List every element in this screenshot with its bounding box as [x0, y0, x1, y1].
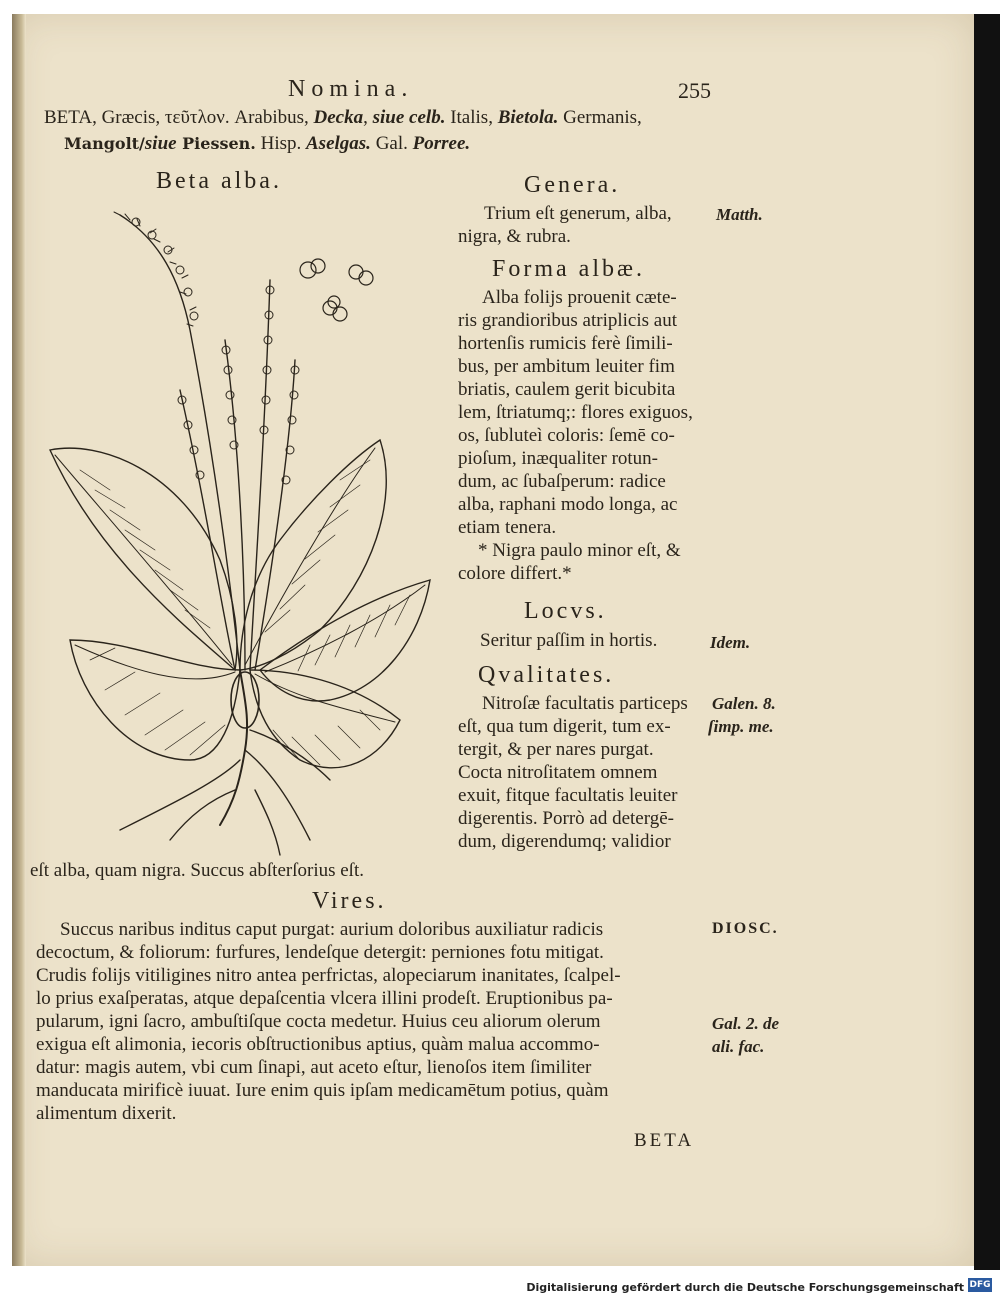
- locus-text: Seritur paſſim in hortis.: [480, 630, 658, 651]
- figure-caption: Beta alba.: [156, 168, 282, 194]
- vires-margin-note-1: DIOSC.: [712, 920, 779, 937]
- page-gutter: [12, 14, 26, 1266]
- vires-heading: Vires.: [312, 888, 387, 914]
- nomina-line-1: BETA, Græcis, τεῦτλον. Arabibus, Decka, siue celb. Italis, Bietola. Germanis,: [44, 107, 642, 128]
- forma-heading: Forma albæ.: [492, 256, 645, 282]
- dfg-logo: DFG: [969, 1280, 991, 1290]
- qualitates-margin-note-2: ſimp. me.: [708, 717, 774, 736]
- qualitates-text: Nitroſæ facultatis particeps eſt, qua tum digerit, tum ex- tergit, & per nares purgat. Cocta nitroſitatem omnem exuit, fitque facultatis leuiter digerentis. Porrò ad detergē- dum, digerendumq; validior: [458, 693, 688, 852]
- genera-heading: Genera.: [524, 172, 621, 198]
- vires-margin-note-2: Gal. 2. de: [712, 1014, 780, 1033]
- genera-margin-note: Matth.: [716, 205, 763, 224]
- scan-edge: [974, 14, 1000, 1270]
- catchword: BETA: [634, 1130, 695, 1151]
- dfg-credit-text: Digitalisierung gefördert durch die Deutsche Forschungsgemeinschaft: [526, 1281, 964, 1294]
- nomina-line-2: Mangolt/siue Piessen. Hisp. Aselgas. Gal. Porree.: [64, 133, 471, 154]
- vires-margin-note-3: ali. fac.: [712, 1037, 765, 1056]
- qualitates-margin-note-1: Galen. 8.: [712, 694, 776, 713]
- forma-text: Alba folijs prouenit cæte- ris grandioribus atriplicis aut hortenſis rumicis ferè ſimili- bus, per ambitum leuiter fim briatis, caulem gerit bicubita lem, ſtriatumq;: flores exiguos, os, ſubluteì coloris: ſemē co- pioſum, inæqualiter rotun- dum, ac ſubaſperum: radice alba, raphani modo longa, ac etiam tenera. * Nigra paulo minor eſt, & colore differt.*: [458, 287, 693, 584]
- vires-text: Succus naribus inditus caput purgat: aurium doloribus auxiliatur radicis decoctum, & foliorum: furfures, lendeſque detergit: perniones fotu mitigat. Crudis folijs vitiligines nitro antea perfrictas, alopeciarum inanitates, ſcalpel- lo prius exaſperatas, atque depaſcentia vlcera illini prodeſt. Eruptionibus pa- pularum, igni ſacro, ambuſtiſque cocta medetur. Huius ceu aliorum olerum exigua eſt alimonia, iecoris obſtructionibus aptius, quàm malua accommo- datur: magis autem, vbi cum ſinapi, aut aceto eſtur, lienoſos item ſimiliter manducata mirificè iuuat. Iure enim quis ipſam medicamētum potius, quàm alimentum dixerit.: [36, 919, 621, 1124]
- genera-text: Trium eſt generum, alba,: [484, 203, 672, 224]
- carryover-line: eſt alba, quam nigra. Succus abſterſorius eſt.: [30, 860, 364, 881]
- locus-margin-note: Idem.: [710, 633, 751, 652]
- genera-text-2: nigra, & rubra.: [458, 226, 571, 247]
- page-header-title: Nomina.: [288, 76, 414, 102]
- qualitates-heading: Qvalitates.: [478, 662, 615, 688]
- beta-alba-woodcut-illustration: [40, 200, 440, 860]
- page-number: 255: [678, 78, 711, 103]
- locus-heading: Locvs.: [524, 598, 607, 624]
